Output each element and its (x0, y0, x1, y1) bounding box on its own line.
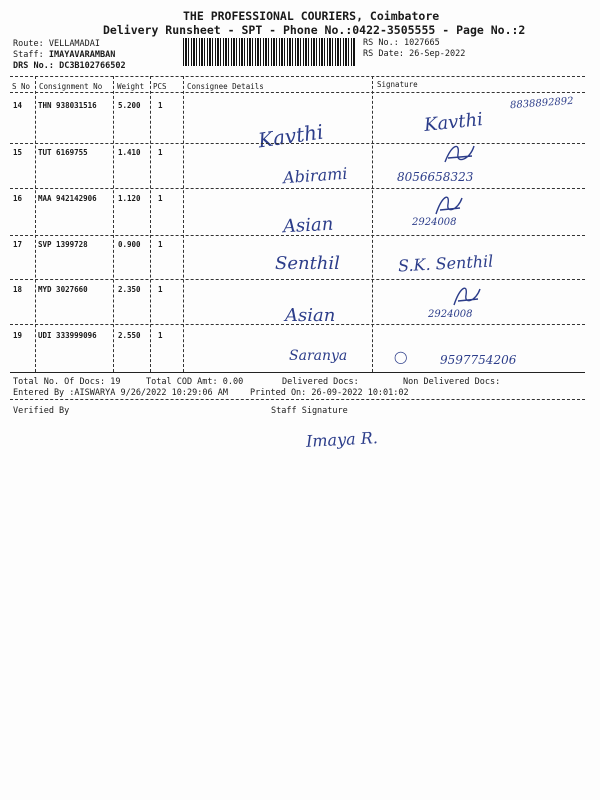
row-15-pcs: 1 (158, 148, 163, 157)
row-15-weight: 1.410 (118, 148, 141, 157)
footer-rule (10, 399, 585, 400)
rs-date-value: 26-Sep-2022 (409, 49, 466, 59)
row-18-pcs: 1 (158, 285, 163, 294)
row-16-weight: 1.120 (118, 194, 141, 203)
rs-no-line (363, 38, 440, 48)
row-divider (10, 324, 585, 325)
row-15-consignment: TUT 6169755 (38, 148, 88, 157)
row-18-sno: 18 (13, 285, 23, 294)
row-19-sno: 19 (13, 331, 23, 340)
row-divider (10, 143, 585, 144)
row-14-consignment: THN 938031516 (38, 101, 97, 110)
row-15-signature-scribble (440, 140, 480, 170)
total-cod (146, 377, 243, 387)
drs-label: DRS No.: (13, 61, 54, 71)
route-line (13, 39, 100, 49)
table-header-rule (10, 92, 585, 93)
row-17-consignment: SVP 1399728 (38, 240, 88, 249)
row-19-signature-mark: ◯ (394, 350, 408, 364)
row-16-consignment: MAA 942142906 (38, 194, 97, 203)
col-divider-2 (113, 76, 114, 372)
row-17-pcs: 1 (158, 240, 163, 249)
col-divider-1 (35, 76, 36, 372)
col-divider-4 (183, 76, 184, 372)
total-cod-label: Total COD Amt: (146, 377, 218, 387)
col-divider-3 (150, 76, 151, 372)
row-15-sno: 15 (13, 148, 23, 157)
row-divider (10, 188, 585, 189)
row-divider (10, 279, 585, 280)
row-16-pcs: 1 (158, 194, 163, 203)
barcode-tail (183, 58, 355, 66)
col-header-pcs: PCS (153, 82, 167, 91)
row-18-consignee-handwriting: Asian (285, 305, 336, 326)
row-14-sno: 14 (13, 101, 23, 110)
col-header-consignment: Consignment No (39, 82, 103, 91)
delivered-docs-label: Delivered Docs: (282, 377, 359, 387)
col-divider-5 (372, 76, 373, 372)
printed-on: Printed On: 26-09-2022 10:01:02 (250, 388, 409, 398)
row-17-signature-handwriting: S.K. Senthil (397, 251, 494, 276)
staff-label: Staff: (13, 50, 44, 60)
row-16-sno: 16 (13, 194, 23, 203)
row-14-pcs: 1 (158, 101, 163, 110)
staff-line (13, 50, 115, 60)
staff-value: IMAYAVARAMBAN (48, 50, 116, 60)
row-19-pcs: 1 (158, 331, 163, 340)
row-17-sno: 17 (13, 240, 23, 249)
row-19-consignee-handwriting: Saranya (289, 348, 348, 364)
row-17-consignee-handwriting: Senthil (275, 253, 340, 274)
runsheet-title: Delivery Runsheet - SPT - Phone No.:0422-3505555 - Page No.:2 (103, 23, 526, 37)
rs-no-value: 1027665 (403, 38, 440, 48)
verified-by: Verified By (13, 406, 70, 416)
table-bottom-rule (10, 372, 585, 373)
row-divider (10, 235, 585, 236)
row-19-phone-handwriting: 9597754206 (440, 353, 517, 367)
entered-by: Entered By :AISWARYA 9/26/2022 10:29:06 AM (13, 388, 228, 398)
row-16-phone-handwriting: 2924008 (412, 217, 457, 228)
row-15-phone-handwriting: 8056658323 (397, 170, 474, 184)
col-header-signature: Signature (377, 80, 418, 89)
table-top-rule (10, 76, 585, 77)
drs-value: DC3B102766502 (59, 61, 126, 71)
row-19-consignment: UDI 333999096 (38, 331, 97, 340)
row-18-phone-handwriting: 2924008 (428, 309, 473, 320)
non-delivered-docs-label: Non Delivered Docs: (403, 377, 501, 387)
total-docs-label: Total No. Of Docs: (13, 377, 106, 387)
row-15-consignee-handwriting: Abirami (282, 163, 348, 188)
col-header-consignee: Consignee Details (187, 82, 264, 91)
col-header-weight: Weight (117, 82, 145, 91)
col-header-sno: S No (12, 82, 31, 91)
row-18-weight: 2.350 (118, 285, 141, 294)
row-14-weight: 5.200 (118, 101, 141, 110)
row-18-signature-scribble (448, 281, 484, 311)
drs-line (13, 61, 126, 71)
row-19-weight: 2.550 (118, 331, 141, 340)
row-16-signature-scribble (430, 190, 466, 220)
staff-signature-handwriting: Imaya R. (305, 428, 379, 451)
staff-signature-label: Staff Signature (271, 406, 348, 416)
totals-line (13, 377, 121, 387)
row-16-consignee-handwriting: Asian (282, 213, 334, 238)
row-14-signature-handwriting: Kavthi (423, 108, 484, 137)
rs-no-label: RS No.: (363, 38, 399, 48)
rs-date-line (363, 49, 465, 59)
total-docs-value: 19 (110, 377, 121, 387)
row-14-phone-handwriting: 8838892892 (509, 95, 574, 112)
row-17-weight: 0.900 (118, 240, 141, 249)
rs-date-label: RS Date: (363, 49, 404, 59)
route-value: VELLAMADAI (48, 39, 101, 49)
route-label: Route: (13, 39, 44, 49)
total-cod-value: 0.00 (222, 377, 244, 387)
company-title: THE PROFESSIONAL COURIERS, Coimbatore (183, 9, 440, 23)
barcode (183, 38, 355, 58)
row-18-consignment: MYD 3027660 (38, 285, 88, 294)
row-14-consignee-handwriting: Kavthi (256, 119, 325, 153)
